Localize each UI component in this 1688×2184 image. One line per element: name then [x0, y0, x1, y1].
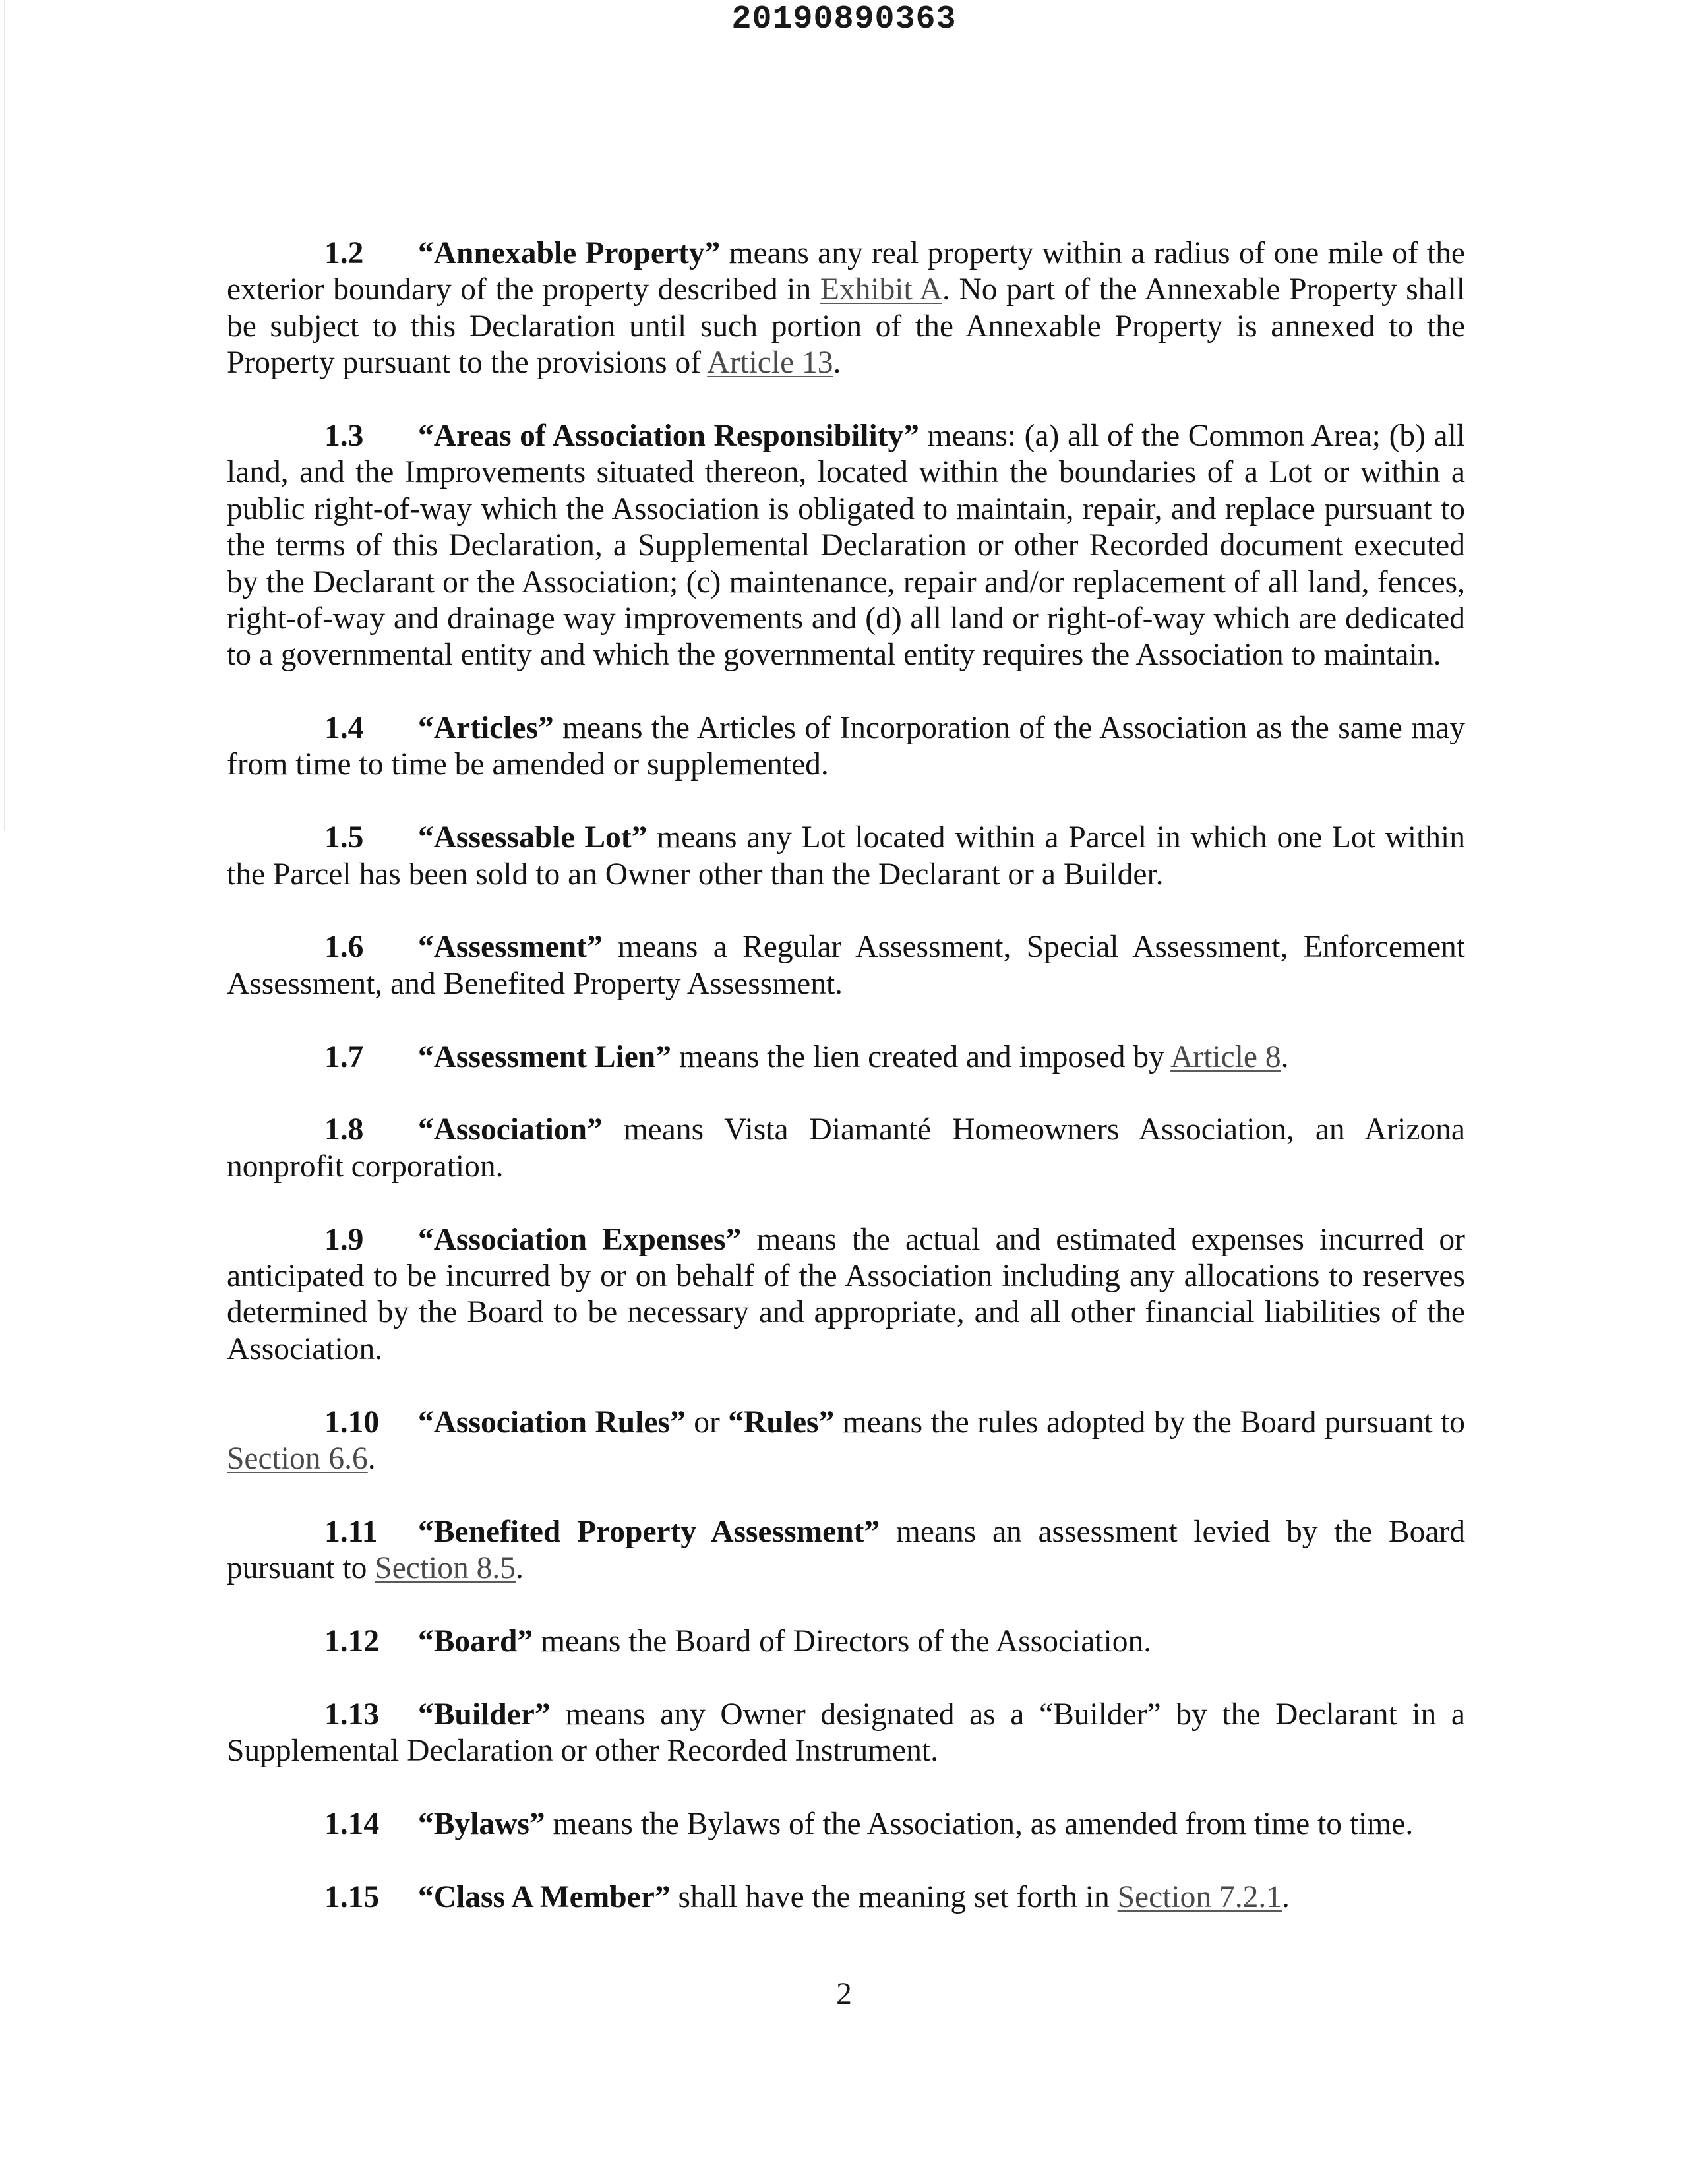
cross-reference: Section 7.2.1: [1117, 1879, 1282, 1914]
definition-text: means the rules adopted by the Board pursuant to: [834, 1405, 1465, 1440]
section-number: 1.12: [324, 1623, 380, 1658]
defined-term: “Board”: [418, 1623, 533, 1658]
definition-text: be subject to this Declaration until such portion of the Annexable Property is annexed to the: [227, 309, 1465, 344]
definition-line: [227, 966, 1465, 1002]
section-number: 1.10: [324, 1405, 380, 1440]
defined-term: “Annexable Property”: [418, 236, 721, 270]
definition-line: [227, 1294, 1465, 1331]
definition-line: [227, 1149, 1465, 1185]
definition-text: means any real property within a radius of one mile of the: [720, 236, 1465, 270]
definition-text: Assessment, and Benefited Property Assessment.: [227, 966, 843, 1001]
definition-text: nonprofit corporation.: [227, 1149, 504, 1184]
definition-1-7: [227, 1039, 1465, 1076]
definition-text: shall have the meaning set forth in: [670, 1879, 1118, 1914]
definition-line: [227, 418, 1465, 454]
definition-text: Association.: [227, 1331, 383, 1366]
definition-1-15: [227, 1879, 1465, 1916]
definitions-list: [227, 235, 1465, 1952]
definition-1-14: [227, 1806, 1465, 1842]
definition-line: [227, 564, 1465, 601]
section-number: 1.2: [324, 236, 364, 270]
definition-1-4: [227, 710, 1465, 783]
definition-text: means the Board of Directors of the Association.: [533, 1623, 1152, 1658]
definition-1-12: [227, 1623, 1465, 1660]
definition-text: means an assessment levied by the Board: [880, 1514, 1465, 1549]
cross-reference: Section 6.6: [227, 1441, 368, 1476]
definition-text: determined by the Board to be necessary and appropriate, and all other financial liabilities of the: [227, 1295, 1465, 1330]
definition-line: [227, 1441, 1465, 1477]
definition-line: [227, 1331, 1465, 1368]
definition-line: [227, 309, 1465, 345]
section-number: 1.3: [324, 418, 364, 453]
definition-text: means any Owner designated as a “Builder” by the Declarant in a: [550, 1697, 1465, 1732]
definition-line: [227, 1258, 1465, 1294]
definition-line: [227, 1806, 1465, 1842]
defined-term: “Assessable Lot”: [418, 820, 648, 855]
definition-text: from time to time be amended or supplemented.: [227, 747, 829, 782]
section-number: 1.6: [324, 930, 364, 965]
definition-text: by the Declarant or the Association; (c) maintenance, repair and/or replacement of all land, fences,: [227, 564, 1465, 599]
definition-1-6: [227, 929, 1465, 1002]
definition-text: exterior boundary of the property described in: [227, 272, 820, 307]
definition-line: [227, 345, 1465, 381]
definition-text: means the lien created and imposed by: [671, 1039, 1171, 1074]
defined-term: “Benefited Property Assessment”: [418, 1514, 880, 1549]
definition-text: means the Articles of Incorporation of the Association as the same may: [553, 711, 1465, 746]
cross-reference: Article 13: [707, 346, 833, 380]
page-number: 2: [836, 1977, 852, 2011]
definition-line: [227, 1112, 1465, 1148]
cross-reference: Exhibit A: [820, 272, 942, 307]
definition-line: [227, 1405, 1465, 1441]
definition-line: [227, 1623, 1465, 1660]
cross-reference: Section 8.5: [375, 1551, 516, 1586]
definition-text: means: (a) all of the Common Area; (b) all: [919, 418, 1466, 453]
defined-term: “Builder”: [418, 1697, 551, 1732]
definition-text: to a governmental entity and which the governmental entity requires the Association to maintain.: [227, 638, 1441, 673]
definition-1-2: [227, 235, 1465, 382]
section-number: 1.4: [324, 711, 364, 746]
definition-text: Supplemental Declaration or other Recorded Instrument.: [227, 1734, 938, 1769]
definition-1-13: [227, 1697, 1465, 1770]
definition-text: anticipated to be incurred by or on behalf of the Association including any allocations to reserves: [227, 1258, 1465, 1293]
defined-term: “Rules”: [728, 1405, 835, 1440]
definition-text: .: [833, 346, 841, 380]
definition-line: [227, 1550, 1465, 1587]
definition-text: means a Regular Assessment, Special Assessment, Enforcement: [602, 930, 1465, 965]
defined-term: “Association Rules”: [418, 1405, 686, 1440]
definition-line: [227, 1039, 1465, 1076]
definition-line: [227, 1879, 1465, 1916]
definition-text: Property pursuant to the provisions of: [227, 346, 708, 380]
definition-1-11: [227, 1514, 1465, 1587]
definition-text: or: [685, 1405, 729, 1440]
definition-1-9: [227, 1222, 1465, 1368]
section-number: 1.9: [324, 1222, 364, 1257]
definition-line: [227, 1733, 1465, 1769]
definition-1-3: [227, 418, 1465, 674]
definition-text: land, and the Improvements situated thereon, located within the boundaries of a Lot or within a: [227, 455, 1465, 490]
definition-line: [227, 601, 1465, 637]
definition-line: [227, 637, 1465, 673]
definition-text: means the actual and estimated expenses incurred or: [741, 1222, 1465, 1257]
section-number: 1.13: [324, 1697, 380, 1732]
definition-1-8: [227, 1112, 1465, 1185]
definition-line: [227, 454, 1465, 491]
definition-text: .: [1281, 1879, 1290, 1914]
definition-text: .: [367, 1441, 376, 1476]
section-number: 1.7: [324, 1039, 364, 1074]
cross-reference: Article 8: [1170, 1039, 1281, 1074]
document-number: 20190890363: [731, 1, 957, 38]
definition-text: .: [1281, 1039, 1289, 1074]
definition-text: pursuant to: [227, 1551, 375, 1586]
definition-text: . No part of the Annexable Property shall: [942, 272, 1466, 307]
definition-line: [227, 235, 1465, 272]
definition-line: [227, 528, 1465, 564]
section-number: 1.14: [324, 1806, 380, 1841]
definition-line: [227, 820, 1465, 856]
definition-line: [227, 491, 1465, 528]
defined-term: “Association Expenses”: [418, 1222, 742, 1257]
definition-text: public right-of-way which the Association is obligated to maintain, repair, and replace pursuant to: [227, 491, 1465, 526]
definition-text: .: [516, 1551, 524, 1586]
defined-term: “Association”: [418, 1112, 603, 1147]
section-number: 1.8: [324, 1112, 364, 1147]
definition-line: [227, 929, 1465, 965]
definition-line: [227, 857, 1465, 893]
section-number: 1.11: [324, 1514, 378, 1549]
defined-term: “Areas of Association Responsibility”: [418, 418, 919, 453]
defined-term: “Class A Member”: [418, 1879, 671, 1914]
definition-text: means the Bylaws of the Association, as amended from time to time.: [545, 1806, 1414, 1841]
defined-term: “Bylaws”: [418, 1806, 545, 1841]
definition-text: the terms of this Declaration, a Supplemental Declaration or other Recorded document executed: [227, 528, 1465, 563]
definition-line: [227, 272, 1465, 308]
section-number: 1.15: [324, 1879, 380, 1914]
definition-text: means Vista Diamanté Homeowners Association, an Arizona: [602, 1112, 1465, 1147]
definition-line: [227, 1222, 1465, 1258]
definition-text: the Parcel has been sold to an Owner other than the Declarant or a Builder.: [227, 857, 1164, 892]
defined-term: “Assessment”: [418, 930, 603, 965]
definition-text: means any Lot located within a Parcel in which one Lot within: [647, 820, 1465, 855]
definition-text: right-of-way and drainage way improvements and (d) all land or right-of-way which are dedicated: [227, 601, 1465, 636]
section-number: 1.5: [324, 820, 364, 855]
definition-line: [227, 746, 1465, 783]
definition-line: [227, 1697, 1465, 1733]
definition-1-10: [227, 1405, 1465, 1478]
definition-line: [227, 710, 1465, 746]
scan-edge-line: [4, 0, 5, 831]
definition-line: [227, 1514, 1465, 1550]
defined-term: “Articles”: [418, 711, 554, 746]
defined-term: “Assessment Lien”: [418, 1039, 671, 1074]
definition-1-5: [227, 820, 1465, 893]
